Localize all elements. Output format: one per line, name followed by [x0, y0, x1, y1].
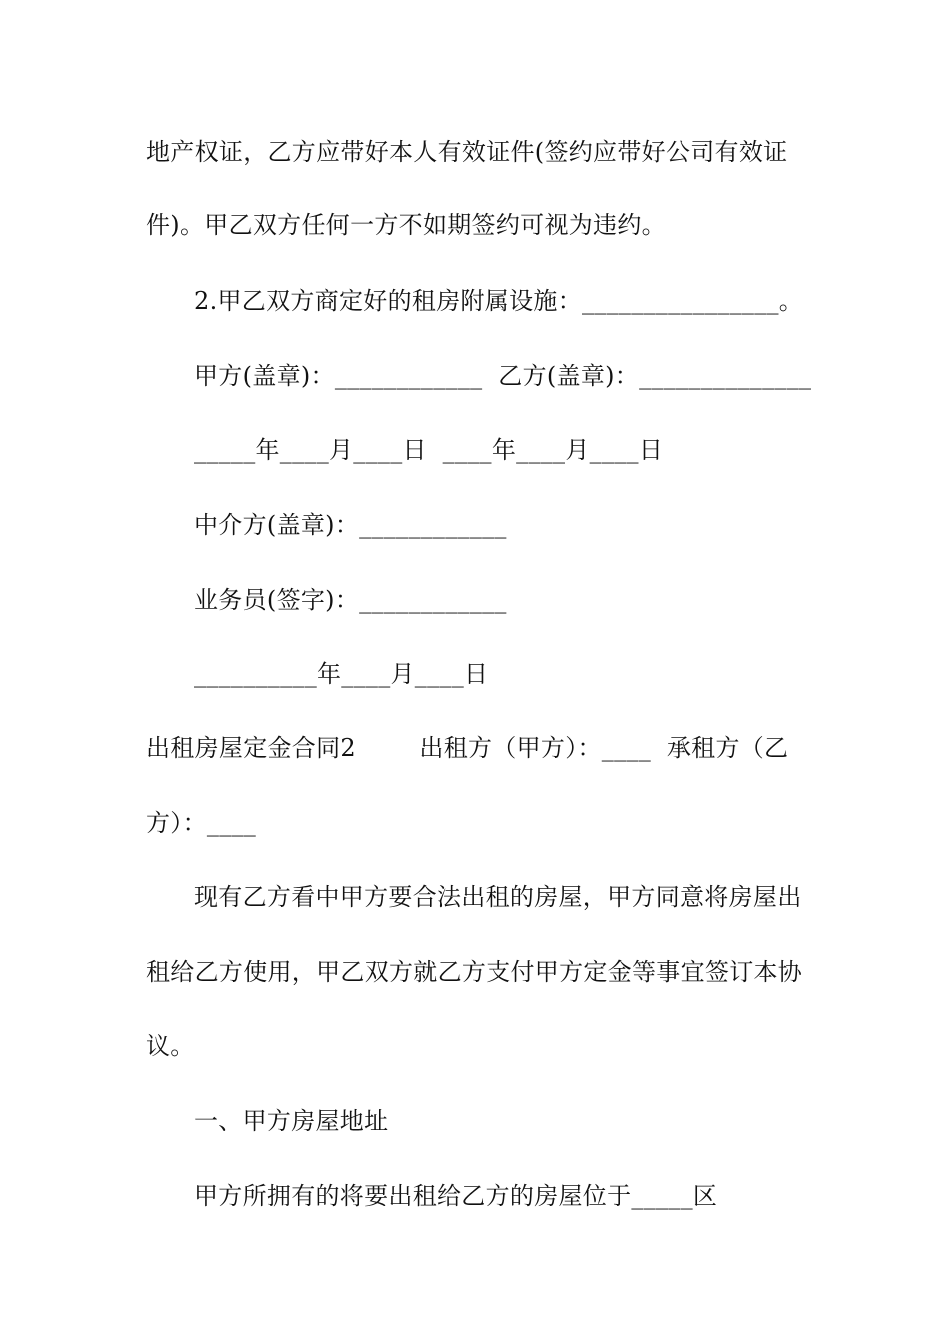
contract-heading-line: 出租房屋定金合同2 出租方（甲方）：____ 承租方（乙 — [146, 734, 789, 762]
text-line-5: _____年____月____日 ____年____月____日 — [194, 436, 664, 464]
text-line-7: 业务员(签字)：____________ — [194, 586, 507, 614]
text-line-10: 方）：____ — [146, 809, 257, 837]
text-line-8: __________年____月____日 — [194, 660, 489, 688]
text-line-15: 甲方所拥有的将要出租给乙方的房屋位于_____区 — [194, 1182, 718, 1210]
text-line-6: 中介方(盖章)：____________ — [194, 511, 507, 539]
text-line-13: 议。 — [146, 1032, 195, 1060]
section-heading-1: 一、甲方房屋地址 — [194, 1107, 389, 1135]
text-line-4: 甲方(盖章)：____________ 乙方(盖章)：______________ — [194, 362, 812, 390]
text-line-12: 租给乙方使用，甲乙双方就乙方支付甲方定金等事宜签订本协 — [146, 958, 803, 986]
text-line-2: 件)。甲乙双方任何一方不如期签约可视为违约。 — [146, 211, 666, 239]
text-line-1: 地产权证，乙方应带好本人有效证件(签约应带好公司有效证 — [146, 138, 788, 166]
text-line-3: 2.甲乙双方商定好的租房附属设施：________________。 — [194, 287, 804, 315]
text-line-11: 现有乙方看中甲方要合法出租的房屋，甲方同意将房屋出 — [194, 883, 802, 911]
